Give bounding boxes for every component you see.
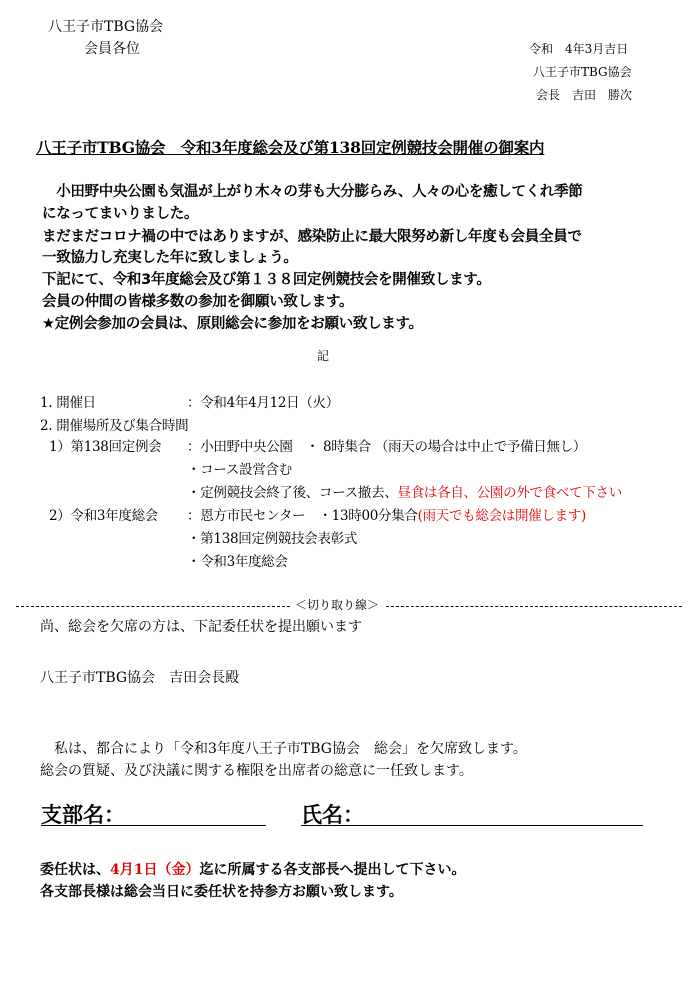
intro-line: まだまだコロナ禍の中ではありますが、感染防止に最大限努め新し年度も会員全員で [42,229,582,245]
sub1-line2: ・コース設営含む [187,462,292,478]
intro-line: 下記にて、令和3年度総会及び第１３８回定例競技会を開催致します。 [42,272,491,288]
intro-line: 小田野中央公園も気温が上がり木々の芽も大分膨らみ、人々の心を癒してくれ季節 [42,184,583,200]
branch-label: 支部名： [41,802,125,827]
intro-line: になってまいりました。 [42,206,199,222]
header-recipients: 会員各位 [84,41,140,57]
item1-value: ：令和4年4月12日（火） [187,395,339,411]
sub2-line1-text: ：恩方市民センター ・13時00分集合 [187,508,418,524]
proxy-addressee: 八王子市TBG協会 吉田会長殿 [40,670,240,686]
rain-note: (雨天でも総会は開催します) [417,508,586,524]
sub2-line1 [187,504,586,524]
sub1-label: 1）第138回定例会 [49,439,162,455]
sub2-line3: ・令和3年度総会 [187,554,288,570]
item2-label: 2. 開催場所及び集合時間 [40,418,189,434]
header-org: 八王子市TBG協会 [48,19,164,35]
lunch-note: 昼食は各自、公園の外で食べて下さい [397,485,622,501]
cut-line-label: ＜切り取り線＞ [295,598,380,612]
sub1-line3-text: ・定例競技会終了後、コース撤去、 [187,485,398,501]
proxy-notice: 尚、総会を欠席の方は、下記委任状を提出願います [40,619,362,635]
deadline-suffix: 迄に所属する各支部長へ提出して下さい。 [199,862,466,878]
cut-line-right [386,606,682,607]
cut-line-left [16,606,290,607]
intro-line: ★定例会参加の会員は、原則総会に参加をお願い致します。 [42,316,423,332]
intro-line: 会員の仲間の皆様多数の参加を御願い致します。 [42,294,354,310]
sub1-line1: ：小田野中央公園 ・ 8時集合 （雨天の場合は中止で予備日無し） [187,439,587,455]
header-sender-org: 八王子市TBG協会 [533,65,632,79]
proxy-statement-2: 総会の質疑、及び決議に関する権限を出席者の総意に一任致します。 [40,763,473,779]
sub2-label: 2）令和3年度総会 [49,508,158,524]
deadline-line-1 [40,859,465,879]
deadline-line-2: 各支部長様は総会当日に委任状を持参方お願い致します。 [40,884,403,900]
name-field[interactable] [301,825,643,826]
sub2-line2: ・第138回定例競技会表彰式 [187,531,358,547]
deadline-prefix: 委任状は、 [40,862,110,878]
deadline-date: 4月1日（金） [110,862,200,878]
proxy-statement-1: 私は、都合により「令和3年度八王子市TBG協会 総会」を欠席致します。 [40,741,527,757]
sub1-line3 [187,481,622,501]
item1-label: 1. 開催日 [40,395,96,411]
branch-field[interactable] [41,825,266,826]
name-label: 氏名： [301,802,364,827]
header-sender-name: 会長 吉田 勝次 [536,88,633,102]
header-date: 令和 4年3月吉日 [529,42,629,56]
ki-heading: 記 [317,349,330,363]
page-title: 八王子市TBG協会 令和3年度総会及び第138回定例競技会開催の御案内 [36,138,545,157]
intro-line: 一致協力し充実した年に致しましょう。 [42,250,298,266]
